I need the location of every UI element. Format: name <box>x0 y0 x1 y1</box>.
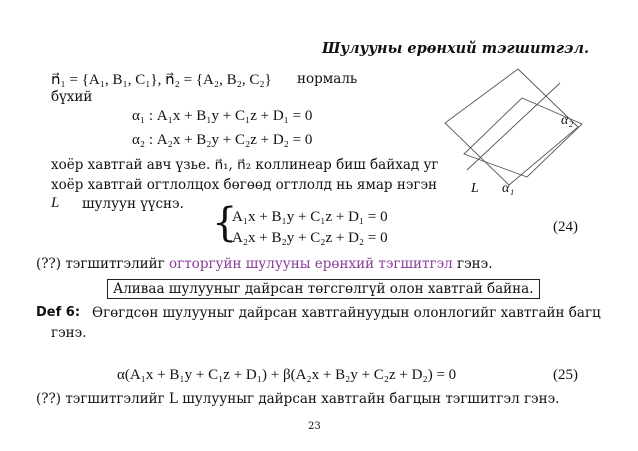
boxed-note: Аливаа шулууныг дайрсан төгсгөлгүй олон хавтгай байна. <box>107 279 540 299</box>
pencil-equation: α(A₁x + B₁y + C₁z + D₁) + β(A₂x + B₂y + C₂z + D₂) = 0 <box>117 367 457 383</box>
definition-text: гэнэ. <box>51 325 87 341</box>
definition-text: Өгөгдсөн шулууныг дайрсан хавтгайнуудын олонлогийг хавтгайн багц <box>92 305 601 321</box>
paragraph-line: бүхий <box>51 89 93 105</box>
normals-tail: нормаль <box>297 71 358 87</box>
text-segment: тэгшитгэлийг <box>65 256 165 272</box>
system-equation-2: A₂x + B₂y + C₂z + D₂ = 0 <box>232 230 388 246</box>
label-alpha1: α₁ <box>502 181 515 196</box>
plane-alpha1-equation: α₁ : A₁x + B₁y + C₁z + D₁ = 0 <box>132 108 313 124</box>
text-segment: гэнэ. <box>457 256 493 272</box>
page-number: 23 <box>308 421 321 432</box>
equation-reference[interactable]: (??) <box>36 391 62 407</box>
paragraph-line: шулуун үүснэ. <box>82 196 184 212</box>
plane-alpha2-equation: α₂ : A₂x + B₂y + C₂z + D₂ = 0 <box>132 132 313 148</box>
normals-formula: n⃗₁ = {A₁, B₁, C₁}, n⃗₂ = {A₂, B₂, C₂} <box>51 72 272 88</box>
equation-reference[interactable]: (??) <box>36 256 62 272</box>
highlighted-term: огторгуйн шулууны ерөнхий тэгшитгэл <box>169 256 453 272</box>
definition-label: Def 6: <box>36 305 81 320</box>
text-segment: тэгшитгэлийг L шулууныг дайрсан хавтгайн багцын тэгшитгэл гэнэ. <box>65 391 560 407</box>
equation-number: (25) <box>553 367 578 383</box>
section-title: Шулууны ерөнхий тэгшитгэл. <box>322 40 590 57</box>
label-alpha2: α₂ <box>561 113 574 128</box>
plane-alpha1 <box>445 69 578 185</box>
system-brace: { <box>212 200 238 246</box>
label-L: L <box>471 181 479 196</box>
line-symbol: L <box>51 195 60 211</box>
plane-alpha2 <box>464 98 582 177</box>
paragraph-line: хоёр хавтгай авч үзье. n⃗₁, n⃗₂ коллинеар биш байхад уг <box>51 157 439 173</box>
equation-number: (24) <box>553 219 578 235</box>
system-equation-1: A₁x + B₁y + C₁z + D₁ = 0 <box>232 209 388 225</box>
paragraph-line: хоёр хавтгай огтлолцох бөгөөд огтлолд нь ямар нэгэн <box>51 177 438 193</box>
